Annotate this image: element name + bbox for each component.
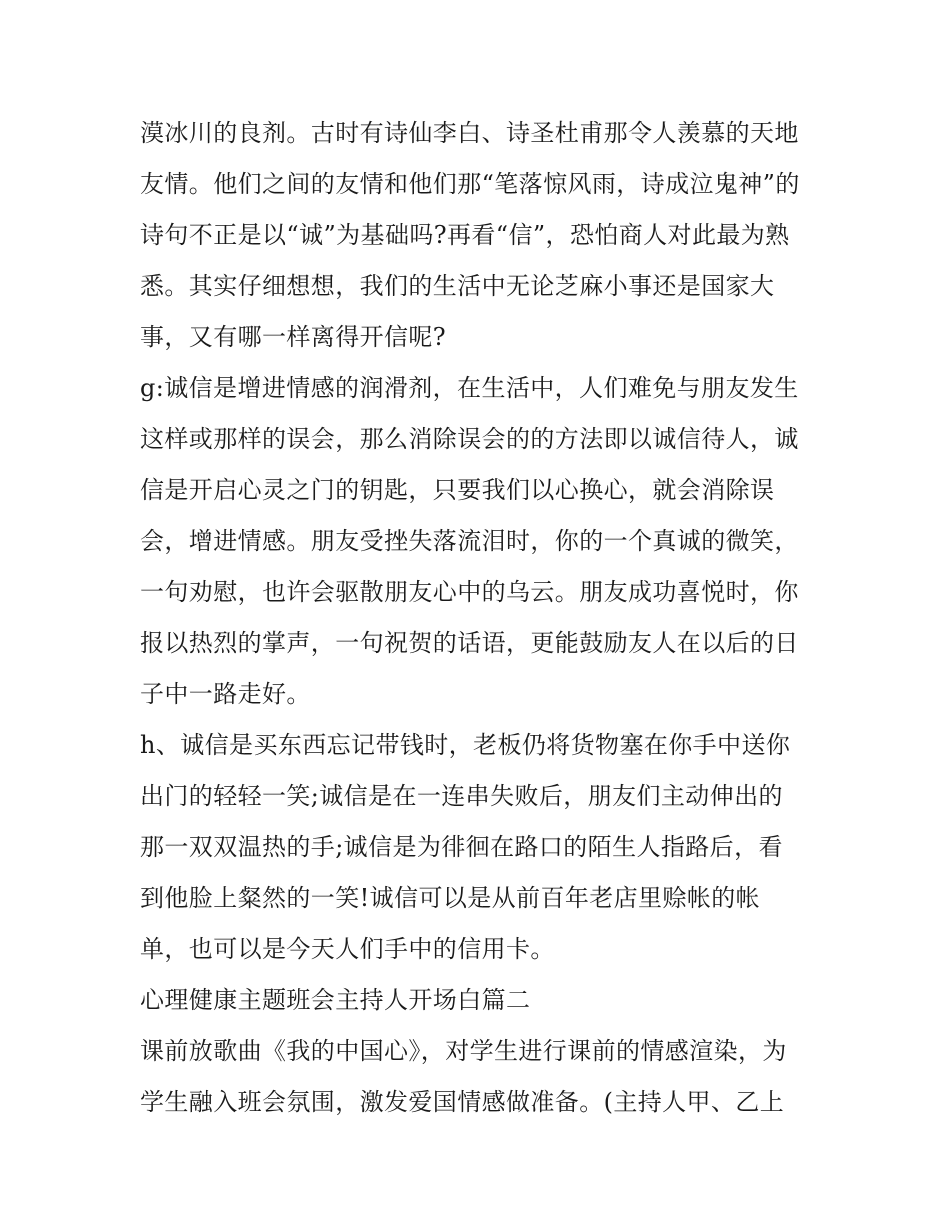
text-line: 这样或那样的误会，那么消除误会的的方法即以诚信待人，诚 [140,425,799,453]
text-line: 到他脸上粲然的一笑!诚信可以是从前百年老店里赊帐的帐 [140,884,761,912]
text-line: 一句劝慰，也许会驱散朋友心中的乌云。朋友成功喜悦时，你 [140,578,799,606]
text-line: 单，也可以是今天人们手中的信用卡。 [140,935,555,963]
text-line: 信是开启心灵之门的钥匙，只要我们以心换心，就会消除误 [140,476,775,504]
text-line: 学生融入班会氛围，激发爱国情感做准备。(主持人甲、乙上 [140,1088,785,1116]
text-line: 出门的轻轻一笑;诚信是在一连串失败后，朋友们主动伸出的 [140,782,783,810]
text-line: 悉。其实仔细想想，我们的生活中无论芝麻小事还是国家大 [140,272,775,300]
text-line: 诗句不正是以“诚”为基础吗?再看“信”，恐怕商人对此最为熟 [140,221,790,249]
text-line: 会，增进情感。朋友受挫失落流泪时，你的一个真诚的微笑， [140,527,799,555]
text-line: h、诚信是买东西忘记带钱时，老板仍将货物塞在你手中送你 [140,731,791,759]
text-line: 课前放歌曲《我的中国心》，对学生进行课前的情感渲染，为 [140,1037,787,1065]
text-line: 报以热烈的掌声，一句祝贺的话语，更能鼓励友人在以后的日 [140,629,799,657]
text-line: g:诚信是增进情感的润滑剂，在生活中，人们难免与朋友发生 [140,374,799,402]
text-line: 子中一路走好。 [140,680,311,708]
section-heading: 心理健康主题班会主持人开场白篇二 [140,986,531,1014]
document-body [140,108,820,1128]
text-line: 那一双双温热的手;诚信是为徘徊在路口的陌生人指路后，看 [140,833,783,861]
text-line: 友情。他们之间的友情和他们那“笔落惊风雨，诗成泣鬼神”的 [140,170,800,198]
text-line: 事，又有哪一样离得开信呢? [140,323,447,351]
text-line: 漠冰川的良剂。古时有诗仙李白、诗圣杜甫那令人羡慕的天地 [140,119,799,147]
